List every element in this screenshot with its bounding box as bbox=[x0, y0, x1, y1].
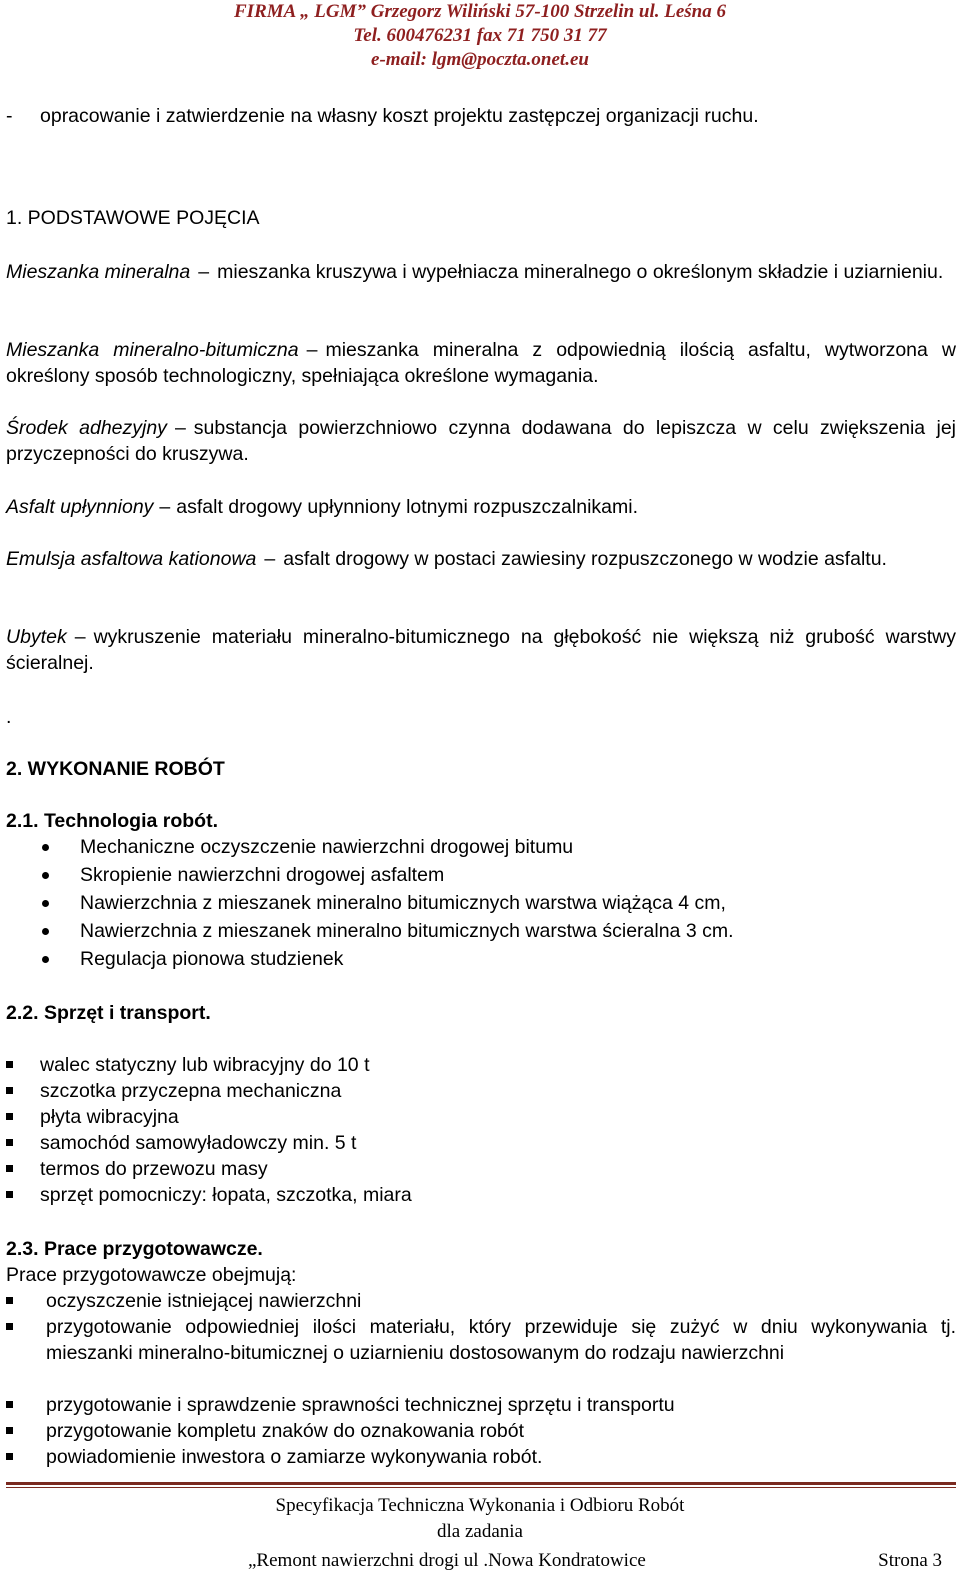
section-1-heading: 1. PODSTAWOWE POJĘCIA bbox=[6, 207, 260, 229]
square-bullet-icon bbox=[6, 1453, 13, 1460]
definition-text: asfalt drogowy upłynniony lotnymi rozpuszczalnikami. bbox=[176, 496, 638, 518]
definition-text: mieszanka mineralna z odpowiednią ilością asfaltu, wytworzona w określony sposób technologiczny, spełniająca określone wymagania. bbox=[6, 339, 957, 387]
square-bullet-icon bbox=[6, 1401, 13, 1408]
square-bullet-icon bbox=[6, 1165, 13, 1172]
list-item-text: powiadomienie inwestora o zamiarze wykonywania robót. bbox=[46, 1446, 543, 1468]
list-item-text: samochód samowyładowczy min. 5 t bbox=[40, 1132, 357, 1154]
list-item-text: przygotowanie i sprawdzenie sprawności technicznej sprzętu i transportu bbox=[46, 1394, 675, 1416]
letterhead-phone: Tel. 600476231 fax 71 750 31 77 bbox=[353, 25, 607, 46]
intro-item bbox=[6, 103, 956, 129]
list-item-text: Skropienie nawierzchni drogowej asfaltem bbox=[80, 864, 445, 886]
list-item-text: Mechaniczne oczyszczenie nawierzchni drogowej bitumu bbox=[80, 836, 574, 858]
stray-dot: . bbox=[6, 706, 12, 728]
definition-term: Środek adhezyjny bbox=[6, 417, 167, 439]
footer-subtitle: dla zadania bbox=[437, 1521, 523, 1542]
list-item-text: Regulacja pionowa studzienek bbox=[80, 948, 344, 970]
definition: Mieszanka mineralna – mieszanka kruszywa i wypełniacza mineralnego o określonym składzie i uziarnieniu. bbox=[6, 261, 944, 283]
bullet-icon bbox=[42, 900, 49, 907]
square-bullet-icon bbox=[6, 1297, 13, 1304]
bullet-icon bbox=[42, 872, 49, 879]
square-bullet-icon bbox=[6, 1427, 13, 1434]
definition-term: Emulsja asfaltowa kationowa bbox=[6, 548, 257, 570]
definition: Ubytek – wykruszenie materiału mineralno-bitumicznego na głębokość nie większą niż grubość warstwy ścieralnej. bbox=[6, 626, 956, 674]
definition-text: wykruszenie materiału mineralno-bitumicznego na głębokość nie większą niż grubość warstwy ścieralnej. bbox=[6, 626, 956, 674]
intro-item-text: opracowanie i zatwierdzenie na własny koszt projektu zastępczej organizacji ruchu. bbox=[40, 105, 759, 127]
definition: Emulsja asfaltowa kationowa – asfalt drogowy w postaci zawiesiny rozpuszczonego w wodzie asfaltu. bbox=[6, 548, 887, 570]
subsection-2-2-heading: 2.2. Sprzęt i transport. bbox=[6, 1002, 211, 1024]
square-bullet-icon bbox=[6, 1087, 13, 1094]
footer-project: „Remont nawierzchni drogi ul .Nowa Kondratowice bbox=[248, 1550, 646, 1571]
page-number: Strona 3 bbox=[878, 1550, 942, 1571]
square-bullet-icon bbox=[6, 1113, 13, 1120]
list-item-text: oczyszczenie istniejącej nawierzchni bbox=[46, 1290, 362, 1312]
definition: Asfalt upłynniony – asfalt drogowy upłynniony lotnymi rozpuszczalnikami. bbox=[6, 496, 638, 518]
subsection-2-1-heading: 2.1. Technologia robót. bbox=[6, 810, 218, 832]
definition-term: Ubytek bbox=[6, 626, 67, 648]
bullet-icon bbox=[42, 956, 49, 963]
list-item-text: przygotowanie kompletu znaków do oznakowania robót bbox=[46, 1420, 525, 1442]
letterhead-email: e-mail: lgm@poczta.onet.eu bbox=[371, 49, 589, 70]
bullet-icon bbox=[42, 844, 49, 851]
section-2-heading: 2. WYKONANIE ROBÓT bbox=[6, 758, 225, 780]
definition-text: substancja powierzchniowo czynna dodawana do lepiszcza w celu zwiększenia jej przyczepności do kruszywa. bbox=[6, 417, 956, 465]
footer-divider bbox=[6, 1482, 956, 1488]
square-bullet-icon bbox=[6, 1139, 13, 1146]
square-bullet-icon bbox=[6, 1323, 13, 1330]
list-item-text: sprzęt pomocniczy: łopata, szczotka, miara bbox=[40, 1184, 412, 1206]
definition-text: asfalt drogowy w postaci zawiesiny rozpuszczonego w wodzie asfaltu. bbox=[283, 548, 887, 570]
subsection-2-3-heading: 2.3. Prace przygotowawcze. bbox=[6, 1238, 263, 1260]
list-item-text: szczotka przyczepna mechaniczna bbox=[40, 1080, 342, 1102]
square-bullet-icon bbox=[6, 1061, 13, 1068]
list-item-text: Nawierzchnia z mieszanek mineralno bitumicznych warstwa ścieralna 3 cm. bbox=[80, 920, 734, 942]
list-item-text: płyta wibracyjna bbox=[40, 1106, 179, 1128]
list-item-text: termos do przewozu masy bbox=[40, 1158, 268, 1180]
list-item-text: przygotowanie odpowiedniej ilości materiału, który przewiduje się zużyć w dniu wykonywania tj. mieszanki mineralno-bitumicznej o uziarnieniu dostosowanym do rodzaju nawierzchni bbox=[46, 1316, 956, 1364]
list-item-text: Nawierzchnia z mieszanek mineralno bitumicznych warstwa wiążąca 4 cm, bbox=[80, 892, 726, 914]
definition-term: Asfalt upłynniony bbox=[6, 496, 154, 518]
letterhead bbox=[0, 0, 960, 72]
dash-marker: - bbox=[6, 105, 13, 127]
list-item-text: walec statyczny lub wibracyjny do 10 t bbox=[40, 1054, 370, 1076]
square-bullet-icon bbox=[6, 1191, 13, 1198]
footer-title: Specyfikacja Techniczna Wykonania i Odbioru Robót bbox=[275, 1495, 685, 1516]
definition-text: mieszanka kruszywa i wypełniacza mineralnego o określonym składzie i uziarnieniu. bbox=[217, 261, 944, 283]
bullet-icon bbox=[42, 928, 49, 935]
definition: Środek adhezyjny – substancja powierzchniowo czynna dodawana do lepiszcza w celu zwiększenia jej przyczepności do kruszywa. bbox=[6, 417, 956, 465]
definition-term: Mieszanka mineralna bbox=[6, 261, 191, 283]
subsection-2-3-intro: Prace przygotowawcze obejmują: bbox=[6, 1264, 297, 1286]
definition-term: Mieszanka mineralno-bitumiczna bbox=[6, 339, 299, 361]
definition: Mieszanka mineralno-bitumiczna – mieszanka mineralna z odpowiednią ilością asfaltu, wytworzona w określony sposób technologiczny, spełniająca określone wymagania. bbox=[6, 339, 957, 387]
letterhead-company: FIRMA „ LGM” Grzegorz Wiliński 57-100 Strzelin ul. Leśna 6 bbox=[234, 1, 726, 22]
